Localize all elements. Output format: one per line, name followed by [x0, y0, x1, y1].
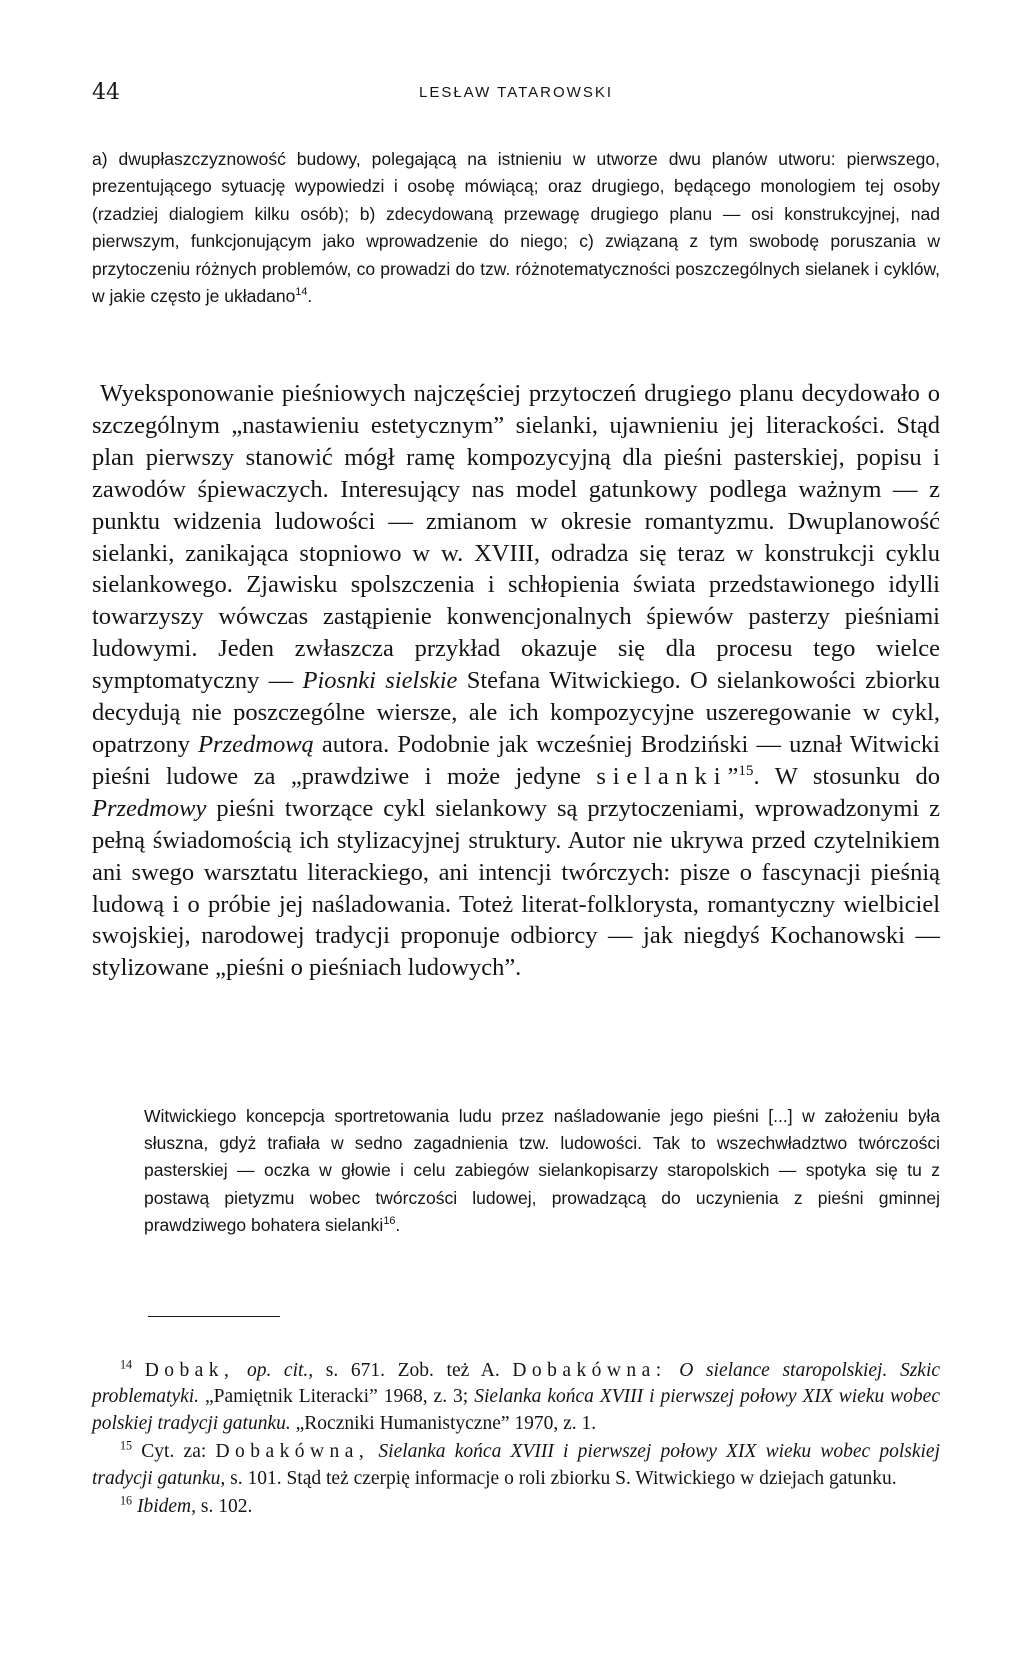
spaced-word-sielanki: sielanki — [596, 762, 728, 790]
block-quote-end: . — [395, 1214, 401, 1235]
cited-title: O sielance staropolskiej. Szkic problematyki. — [92, 1360, 941, 1408]
enumerated-features-paragraph — [92, 146, 940, 310]
footnote-number: 14 — [120, 1357, 133, 1372]
work-title-piosnki-sielskie: Piosnki sielskie — [302, 667, 458, 695]
main-text-part5: . W stosunku do — [753, 762, 940, 790]
intro-list-text: a) dwupłaszczyznowość budowy, polegającą na istnieniu w utworze dwu planów utworu: pierwszego, prezentującego sytuację wypowiedzi i osobę mówiącą; oraz drugiego, będącego monologiem tej osoby (rzadziej dialogiem kilku osób); b) zdecydowaną przewagę drugiego planu — osi konstrukcyjnej, nad pierwszym, funkcjonującym jako wprowadzenie do niego; c) związaną z tym swobodę poruszania w przytoczeniu różnych problemów, co prowadzi do tzw. różnotematyczności poszczególnych sielanek i cyklów, w jakie często je układano — [92, 149, 940, 307]
page-number: 44 — [92, 80, 120, 105]
footnote-italic: op. cit., — [234, 1360, 314, 1381]
work-title-przedmowy: Przedmowy — [92, 794, 207, 822]
main-text-part6: pieśni tworzące cykl sielankowy są przytoczeniami, wprowadzonymi z pełną świadomością ich stylizacyjnej struktury. Autor nie ukrywa przed czytelnikiem ani swego warsztatu literackiego, ani intencji twórczych: pisze o fascynacji pieśnią ludową i o próbie jej naśladowania. Toteż literat-folklorysta, romantyczny wielbiciel swojskiej, narodowej tradycji proponuje odbiorcy — jak niegdyś Kochanowski — stylizowane „pieśni o pieśniach ludowych”. — [92, 794, 940, 982]
author-name: Dobakówna, — [215, 1441, 370, 1463]
page-header — [92, 80, 940, 110]
footnote-number: 16 — [120, 1493, 133, 1508]
footnote-separator — [148, 1316, 280, 1317]
footnote-number: 15 — [120, 1438, 133, 1453]
block-quote — [144, 1103, 940, 1239]
footnote-text: s. 671. Zob. też A. — [313, 1360, 513, 1381]
author-name: Dobakówna: — [512, 1360, 667, 1381]
footnote-ref-15: 15 — [738, 761, 754, 779]
footnote-16 — [92, 1494, 940, 1520]
main-text-part3: autora. Podobnie jak wcześniej Brodziński — uznał Witwicki pieśni ludowe za „prawdziwe i może jedyne — [92, 730, 940, 790]
footnote-ref-16: 16 — [383, 1214, 396, 1227]
footnote-text: s. 101. Stąd też czerpię informacje o roli zbiorku S. Witwickiego w dziejach gatunku. — [225, 1467, 897, 1489]
running-head: LESŁAW TATAROWSKI — [418, 84, 614, 101]
footnotes — [92, 1358, 940, 1522]
footnote-15 — [92, 1439, 940, 1492]
footnote-text: „Pamiętnik Literacki” 1968, z. 3; — [199, 1386, 475, 1408]
cited-title: Sielanka końca XVIII i pierwszej połowy XIX wieku wobec polskiej tradycji gatunku. — [92, 1386, 940, 1434]
footnote-14 — [92, 1358, 940, 1437]
work-title-przedmowa: Przedmową — [198, 730, 314, 758]
main-text-part4: ” — [727, 762, 739, 790]
footnote-ref-14: 14 — [295, 286, 308, 299]
author-name: Dobak, — [144, 1360, 235, 1381]
intro-list-end: . — [307, 286, 313, 307]
footnote-text: s. 102. — [195, 1496, 253, 1518]
block-quote-text: Witwickiego koncepcja sportretowania ludu przez naśladowanie jego pieśni [...] w założeniu była słuszna, gdyż trafiała w sedno zagadnienia tzw. ludowości. Tak to wszechwładztwo twórczości pasterskiej — oczka w głowie i celu zabiegów sielankopisarzy staropolskich — spotyka się tu z postawą pietyzmu wobec twórczości ludowej, prowadzącą do uczynienia z pieśni gminnej prawdziwego bohatera sielanki — [144, 1106, 940, 1235]
footnote-text: Cyt. za: — [132, 1441, 216, 1463]
footnote-text: „Roczniki Humanistyczne” 1970, z. 1. — [290, 1412, 597, 1434]
main-paragraph — [92, 378, 940, 984]
cited-title: Sielanka końca XVIII i pierwszej połowy XIX wieku wobec polskiej tradycji gatunku, — [92, 1441, 940, 1489]
main-text-part1: Wyeksponowanie pieśniowych najczęściej przytoczeń drugiego planu decydowało o szczególnym „nastawieniu estetycznym” sielanki, ujawnieniu jej literackości. Stąd plan pierwszy stanowić mógł ramę kompozycyjną dla pieśni pasterskiej, popisu i zawodów śpiewaczych. Interesujący nas model gatunkowy podlega ważnym — z punktu widzenia ludowości — zmianom w okresie romantyzmu. Dwuplanowość sielanki, zanikająca stopniowo w w. XVIII, odradza się teraz w konstrukcji cyklu sielankowego. Zjawisku spolszczenia i schłopienia świata przedstawionego idylli towarzyszy wówczas zastąpienie konwencjonalnych śpiewów pasterzy pieśniami ludowymi. Jeden zwłaszcza przykład okazuje się dla procesu tego wielce symptomatyczny — — [92, 380, 940, 695]
main-text-part2: Stefana Witwickiego. O sielankowości zbiorku decydują nie poszczególne wiersze, ale ich kompozycyjne uszeregowanie w cykl, opatrzony — [92, 667, 940, 758]
footnote-italic: Ibidem, — [132, 1496, 196, 1518]
